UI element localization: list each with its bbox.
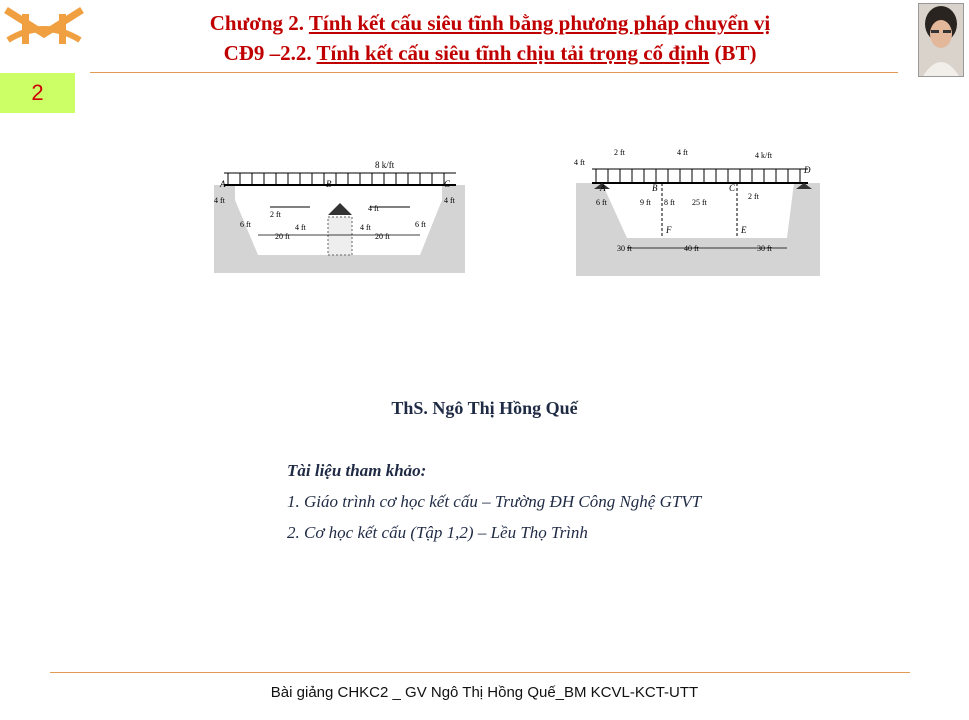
page-title bbox=[90, 8, 890, 68]
title-line-2: CĐ9 –2.2. Tính kết cấu siêu tĩnh chịu tải trọng cố định (BT) bbox=[223, 41, 757, 65]
dim-center-right: 4 ft bbox=[368, 204, 379, 213]
beam-figure-2 bbox=[572, 143, 824, 276]
support-c-label: C bbox=[729, 183, 736, 193]
reference-item: 1. Giáo trình cơ học kết cấu – Trường ĐH Công Nghệ GTVT bbox=[287, 492, 702, 511]
support-a-label: A bbox=[220, 179, 226, 189]
support-a-label: A bbox=[600, 183, 606, 193]
dim-right-side: 6 ft bbox=[415, 220, 426, 229]
dim-right-offset: 2 ft bbox=[748, 192, 759, 201]
dim-right-height: 4 ft bbox=[444, 196, 455, 205]
author-name: ThS. Ngô Thị Hồng Quế bbox=[391, 398, 578, 418]
dim-center: 2 ft bbox=[270, 210, 281, 219]
support-b-label: B bbox=[652, 183, 658, 193]
dim-c: 25 ft bbox=[692, 198, 707, 207]
dim-bottom-left: 4 ft bbox=[295, 223, 306, 232]
pin-support-icon bbox=[328, 203, 352, 215]
load-label: 8 k/ft bbox=[375, 160, 395, 170]
top-left-height: 4 ft bbox=[574, 158, 585, 167]
span-left: 20 ft bbox=[275, 232, 290, 241]
dim-left-side: 6 ft bbox=[240, 220, 251, 229]
span-right: 30 ft bbox=[757, 244, 772, 253]
span-right: 20 ft bbox=[375, 232, 390, 241]
footer-text: Bài giảng CHKC2 _ GV Ngô Thị Hồng Quế_BM KCVL-KCT-UTT bbox=[270, 684, 699, 701]
footer-divider bbox=[50, 672, 910, 673]
references bbox=[287, 458, 701, 551]
load-label: 4 k/ft bbox=[755, 151, 773, 160]
top-dim-1: 2 ft bbox=[614, 148, 625, 157]
slide-number: 2 bbox=[0, 73, 75, 113]
support-b-label: B bbox=[326, 179, 332, 189]
title-line-1: Chương 2. Tính kết cấu siêu tĩnh bằng phương pháp chuyển vị bbox=[209, 11, 771, 35]
support-d-label: D bbox=[804, 165, 811, 175]
top-dim-2: 4 ft bbox=[677, 148, 688, 157]
support-f-label: F bbox=[666, 225, 672, 235]
dim-a: 9 ft bbox=[640, 198, 651, 207]
presenter-photo bbox=[918, 3, 964, 77]
university-logo bbox=[4, 4, 84, 48]
span-mid: 40 ft bbox=[684, 244, 699, 253]
dim-b: 8 ft bbox=[664, 198, 675, 207]
reference-item: 2. Cơ học kết cấu (Tập 1,2) – Lều Thọ Trình bbox=[287, 523, 588, 542]
support-e-label: E bbox=[741, 225, 747, 235]
dim-left-height: 4 ft bbox=[214, 196, 225, 205]
beam-figure-1 bbox=[210, 155, 470, 273]
dim-left-depth: 6 ft bbox=[596, 198, 607, 207]
title-divider bbox=[90, 72, 898, 73]
bridge-logo-icon bbox=[4, 4, 84, 48]
references-heading: Tài liệu tham khảo: bbox=[287, 461, 427, 480]
support-c-label: C bbox=[444, 179, 451, 189]
dim-bottom-right: 4 ft bbox=[360, 223, 371, 232]
span-left: 30 ft bbox=[617, 244, 632, 253]
